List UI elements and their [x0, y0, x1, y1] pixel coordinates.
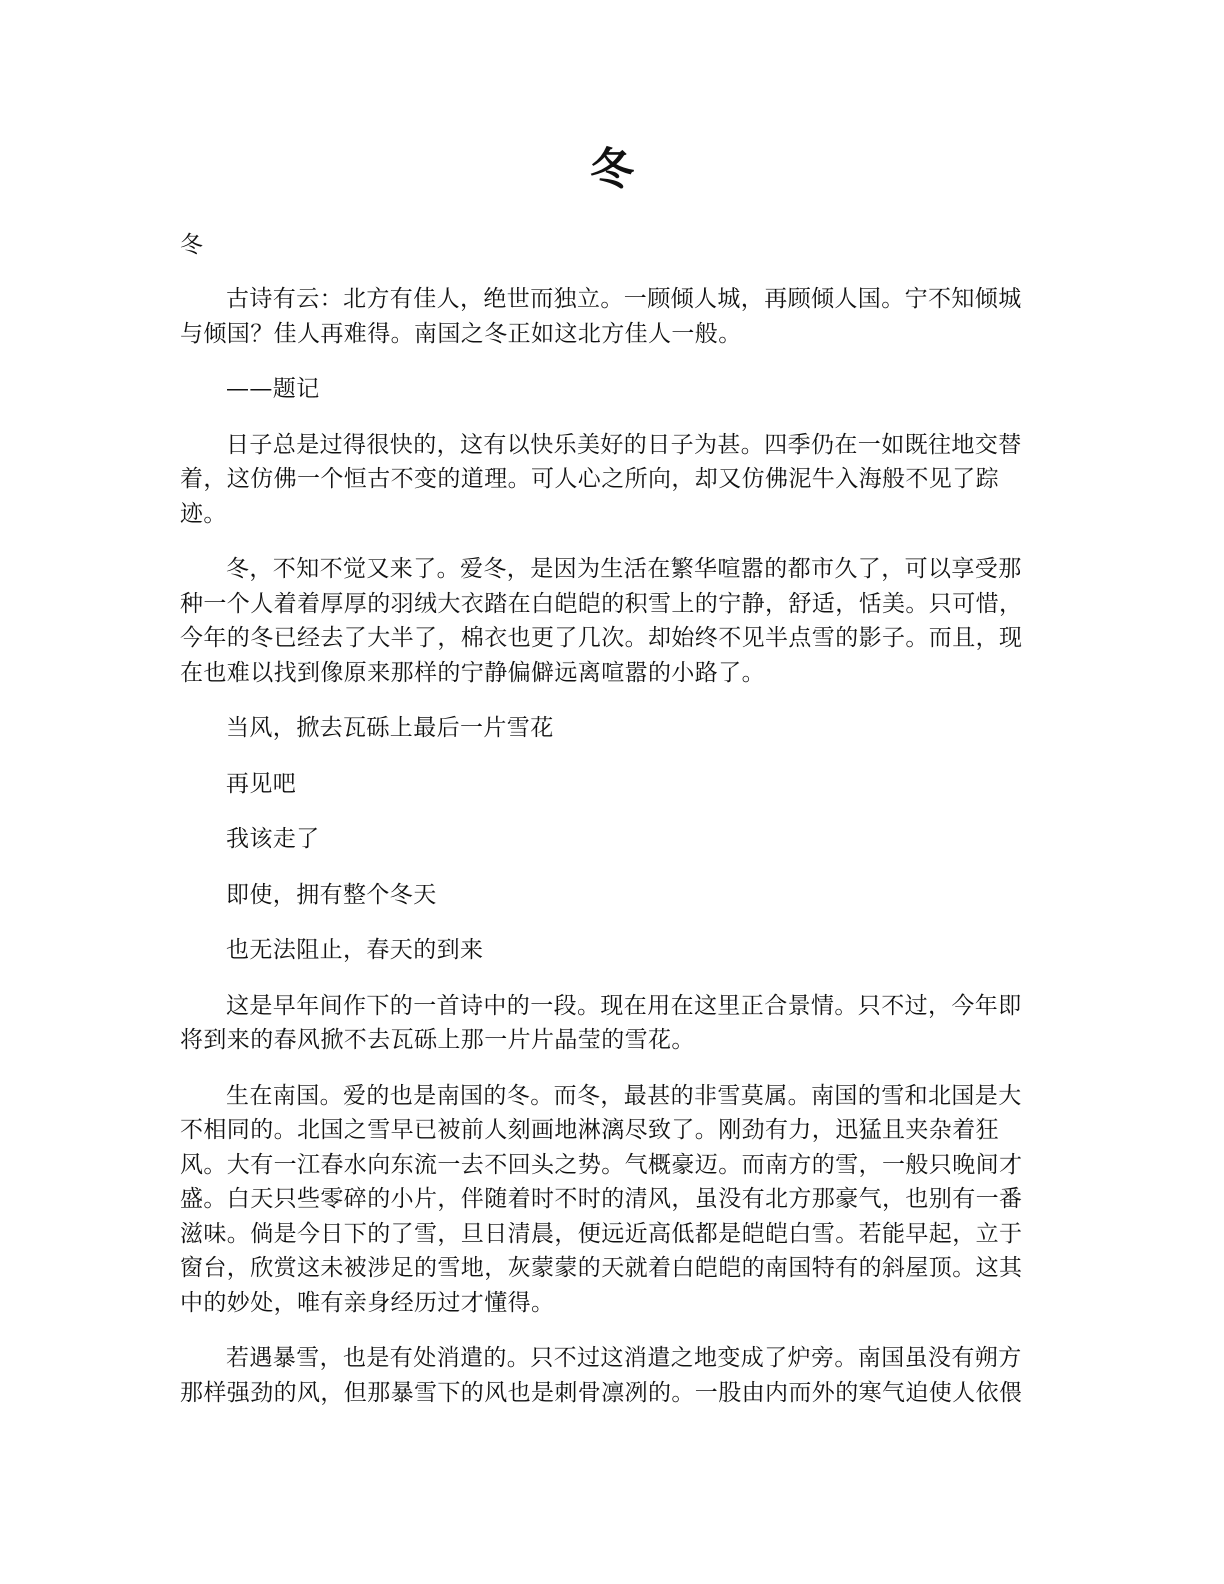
document-title: 冬: [590, 144, 634, 195]
paragraph: 这是早年间作下的一首诗中的一段。现在用在这里正合景情。只不过，今年即将到来的春风掀不去瓦砾上那一片片晶莹的雪花。: [180, 992, 1022, 1053]
poem-line: 我该走了: [226, 826, 320, 852]
document-body: [180, 282, 1038, 1431]
poem-line: 即使，拥有整个冬天: [226, 881, 437, 908]
poem-line: 再见吧: [226, 770, 297, 797]
poem-line: 当风，掀去瓦砾上最后一片雪花: [226, 715, 554, 741]
paragraph: 日子总是过得很快的，这有以快乐美好的日子为甚。四季仍在一如既往地交替着，这仿佛一个恒古不变的道理。可人心之所向，却又仿佛泥牛入海般不见了踪迹。: [180, 431, 1022, 527]
document-subtitle: 冬: [180, 232, 203, 258]
paragraph: ——题记: [226, 376, 320, 402]
paragraph: 冬，不知不觉又来了。爱冬，是因为生活在繁华喧嚣的都市久了，可以享受那种一个人着着厚厚的羽绒大衣踏在白皑皑的积雪上的宁静，舒适，恬美。只可惜，今年的冬已经去了大半了，棉衣也更了几次。却始终不见半点雪的影子。而且，现在也难以找到像原来那样的宁静偏僻远离喧嚣的小路了。: [180, 556, 1023, 686]
paragraph: 古诗有云：北方有佳人，绝世而独立。一顾倾人城，再顾倾人国。宁不知倾城与倾国？佳人再难得。南国之冬正如这北方佳人一般。: [180, 286, 1022, 347]
poem-line: 也无法阻止，春天的到来: [226, 937, 484, 963]
paragraph: 若遇暴雪，也是有处消遣的。只不过这消遣之地变成了炉旁。南国虽没有朔方那样强劲的风，但那暴雪下的风也是刺骨凛冽的。一股由内而外的寒气迫使人依偎: [180, 1345, 1023, 1406]
paragraph: 生在南国。爱的也是南国的冬。而冬，最甚的非雪莫属。南国的雪和北国是大不相同的。北国之雪早已被前人刻画地淋漓尽致了。刚劲有力，迅猛且夹杂着狂风。大有一江春水向东流一去不回头之势。气概豪迈。而南方的雪，一般只晚间才盛。白天只些零碎的小片，伴随着时不时的清风，虽没有北方那豪气，也别有一番滋味。倘是今日下的了雪，旦日清晨，便远近高低都是皑皑白雪。若能早起，立于窗台，欣赏这未被涉足的雪地，灰蒙蒙的天就着白皑皑的南国特有的斜屋顶。这其中的妙处，唯有亲身经历过才懂得。: [180, 1082, 1023, 1316]
